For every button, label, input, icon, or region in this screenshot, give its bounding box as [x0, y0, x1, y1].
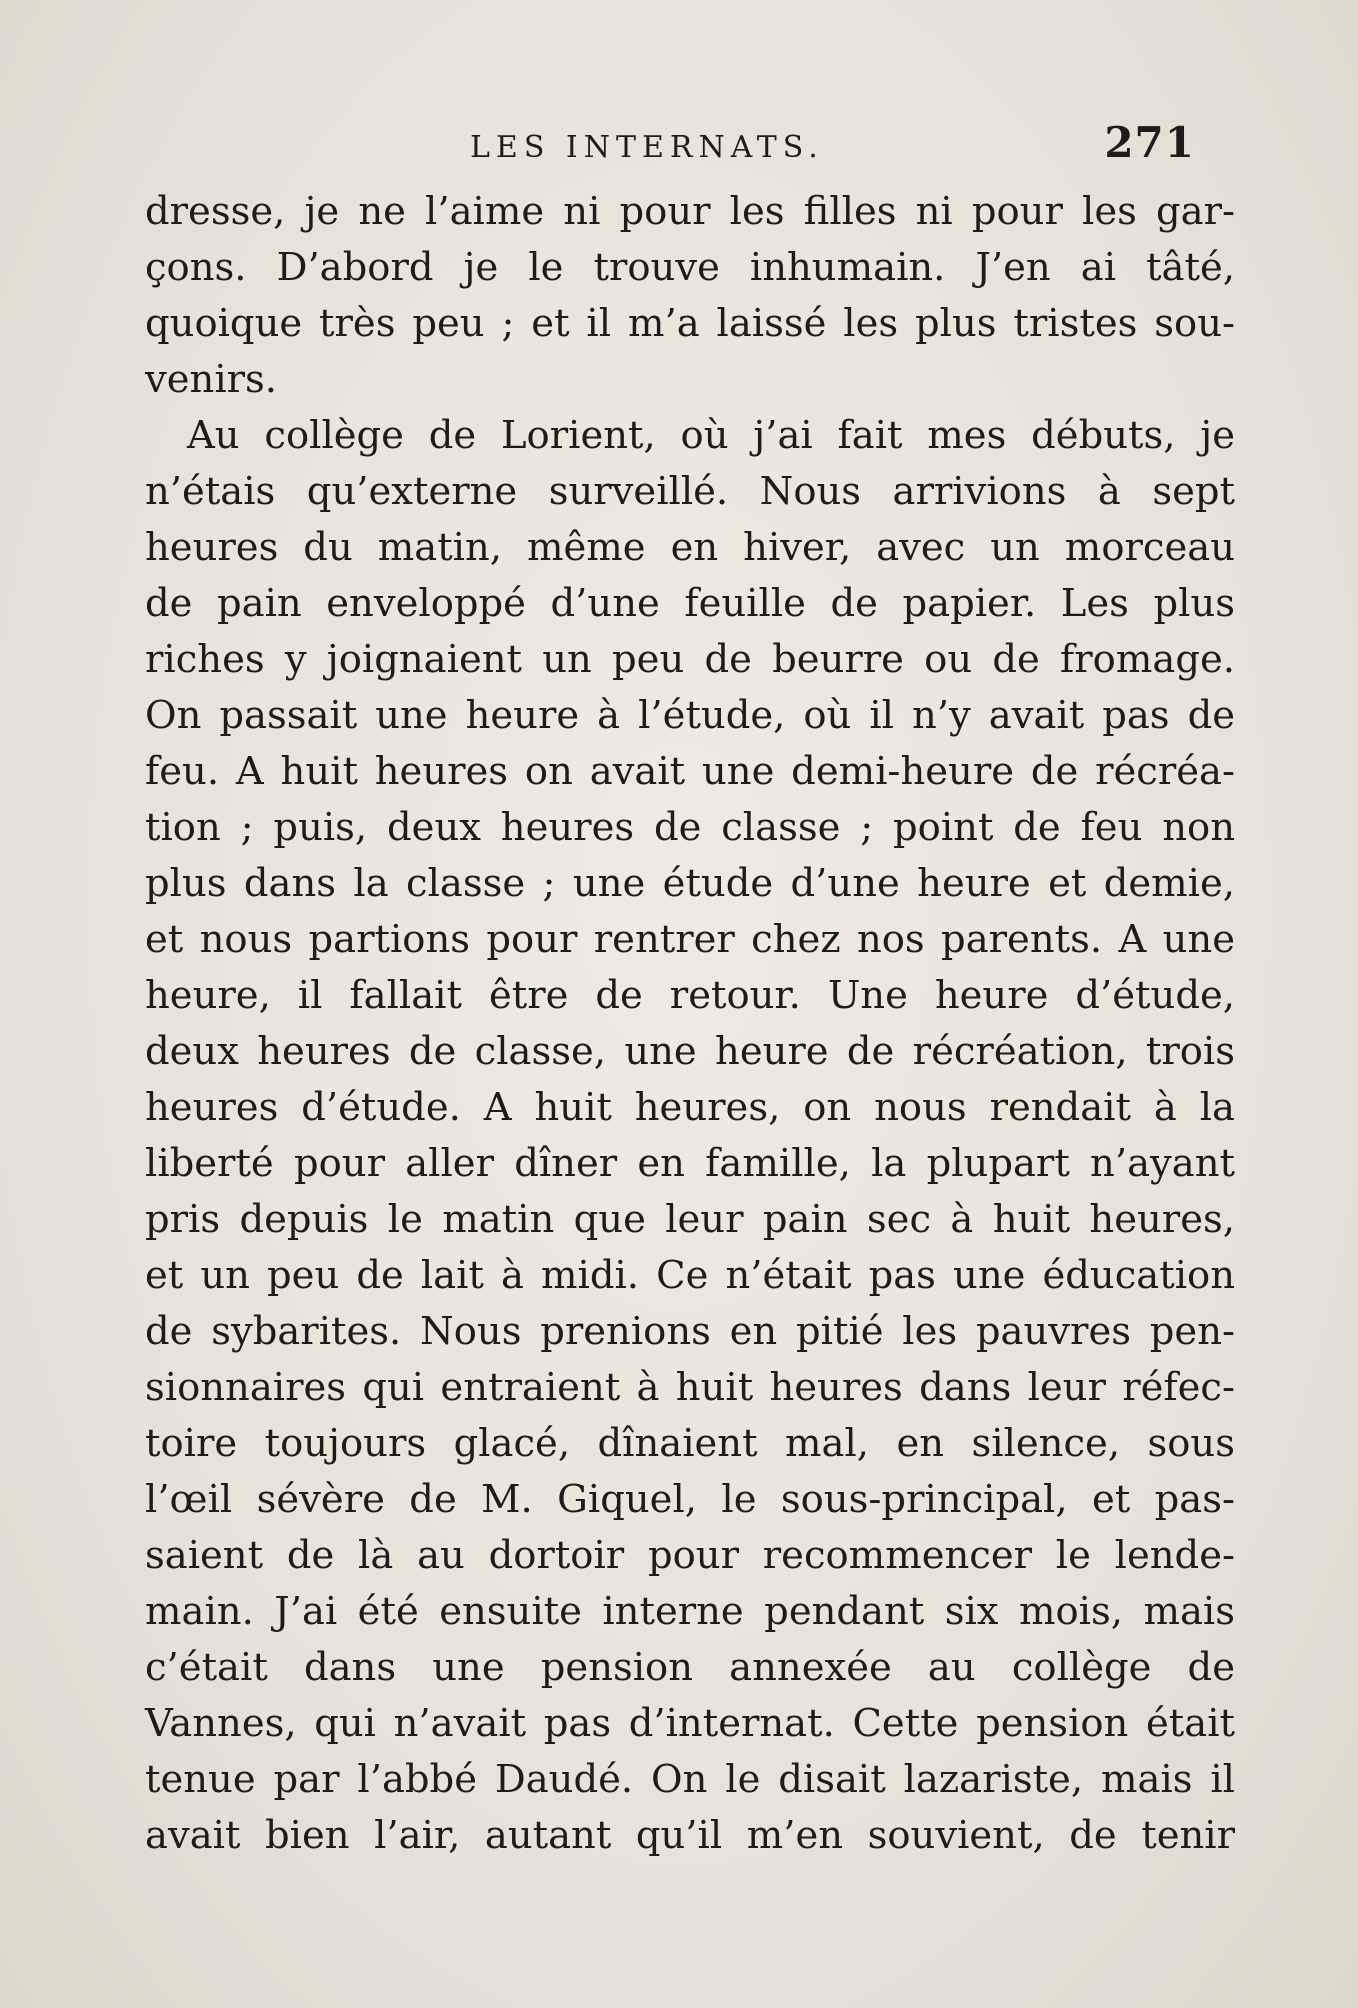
text-line: toire toujours glacé, dînaient mal, en silence, sous [145, 1421, 1235, 1466]
text-line: pris depuis le matin que leur pain sec à huit heures, [145, 1197, 1235, 1242]
text-line: c’était dans une pension annexée au collège de [145, 1645, 1235, 1690]
text-line: dresse, je ne l’aime ni pour les filles ni pour les gar- [145, 189, 1235, 234]
text-line: main. J’ai été ensuite interne pendant six mois, mais [145, 1589, 1235, 1634]
text-line: Vannes, qui n’avait pas d’internat. Cette pension était [145, 1701, 1235, 1746]
text-line: plus dans la classe ; une étude d’une heure et demie, [145, 861, 1235, 906]
text-line: tenue par l’abbé Daudé. On le disait lazariste, mais il [145, 1757, 1235, 1802]
text-line: de sybarites. Nous prenions en pitié les pauvres pen- [145, 1309, 1235, 1354]
text-line: de pain enveloppé d’une feuille de papier. Les plus [145, 581, 1235, 626]
text-line: deux heures de classe, une heure de récréation, trois [145, 1029, 1235, 1074]
text-line: heures du matin, même en hiver, avec un morceau [145, 525, 1235, 570]
text-line: sionnaires qui entraient à huit heures dans leur réfec- [145, 1365, 1235, 1410]
running-title: LES INTERNATS. [470, 130, 824, 165]
text-line: et nous partions pour rentrer chez nos parents. A une [145, 917, 1235, 962]
text-line: venirs. [145, 357, 278, 402]
text-line: et un peu de lait à midi. Ce n’était pas une éducation [145, 1253, 1235, 1298]
page-number: 271 [1104, 118, 1195, 167]
text-line: Au collège de Lorient, où j’ai fait mes débuts, je [187, 413, 1235, 458]
text-line: çons. D’abord je le trouve inhumain. J’en ai tâté, [145, 245, 1235, 290]
text-line: On passait une heure à l’étude, où il n’y avait pas de [145, 693, 1235, 738]
text-line: tion ; puis, deux heures de classe ; point de feu non [145, 805, 1235, 850]
text-line: heures d’étude. A huit heures, on nous rendait à la [145, 1085, 1235, 1130]
text-line: feu. A huit heures on avait une demi-heure de récréa- [145, 749, 1235, 794]
text-line: riches y joignaient un peu de beurre ou de fromage. [145, 637, 1235, 682]
text-line: n’étais qu’externe surveillé. Nous arrivions à sept [145, 469, 1235, 514]
text-line: liberté pour aller dîner en famille, la plupart n’ayant [145, 1141, 1235, 1186]
text-line: l’œil sévère de M. Giquel, le sous-principal, et pas- [145, 1477, 1235, 1522]
text-line: avait bien l’air, autant qu’il m’en souvient, de tenir [145, 1813, 1235, 1858]
text-line: quoique très peu ; et il m’a laissé les plus tristes sou- [145, 301, 1235, 346]
body-text [145, 184, 1235, 1864]
text-line: heure, il fallait être de retour. Une heure d’étude, [145, 973, 1235, 1018]
page-header [145, 118, 1195, 178]
text-line: saient de là au dortoir pour recommencer le lende- [145, 1533, 1235, 1578]
